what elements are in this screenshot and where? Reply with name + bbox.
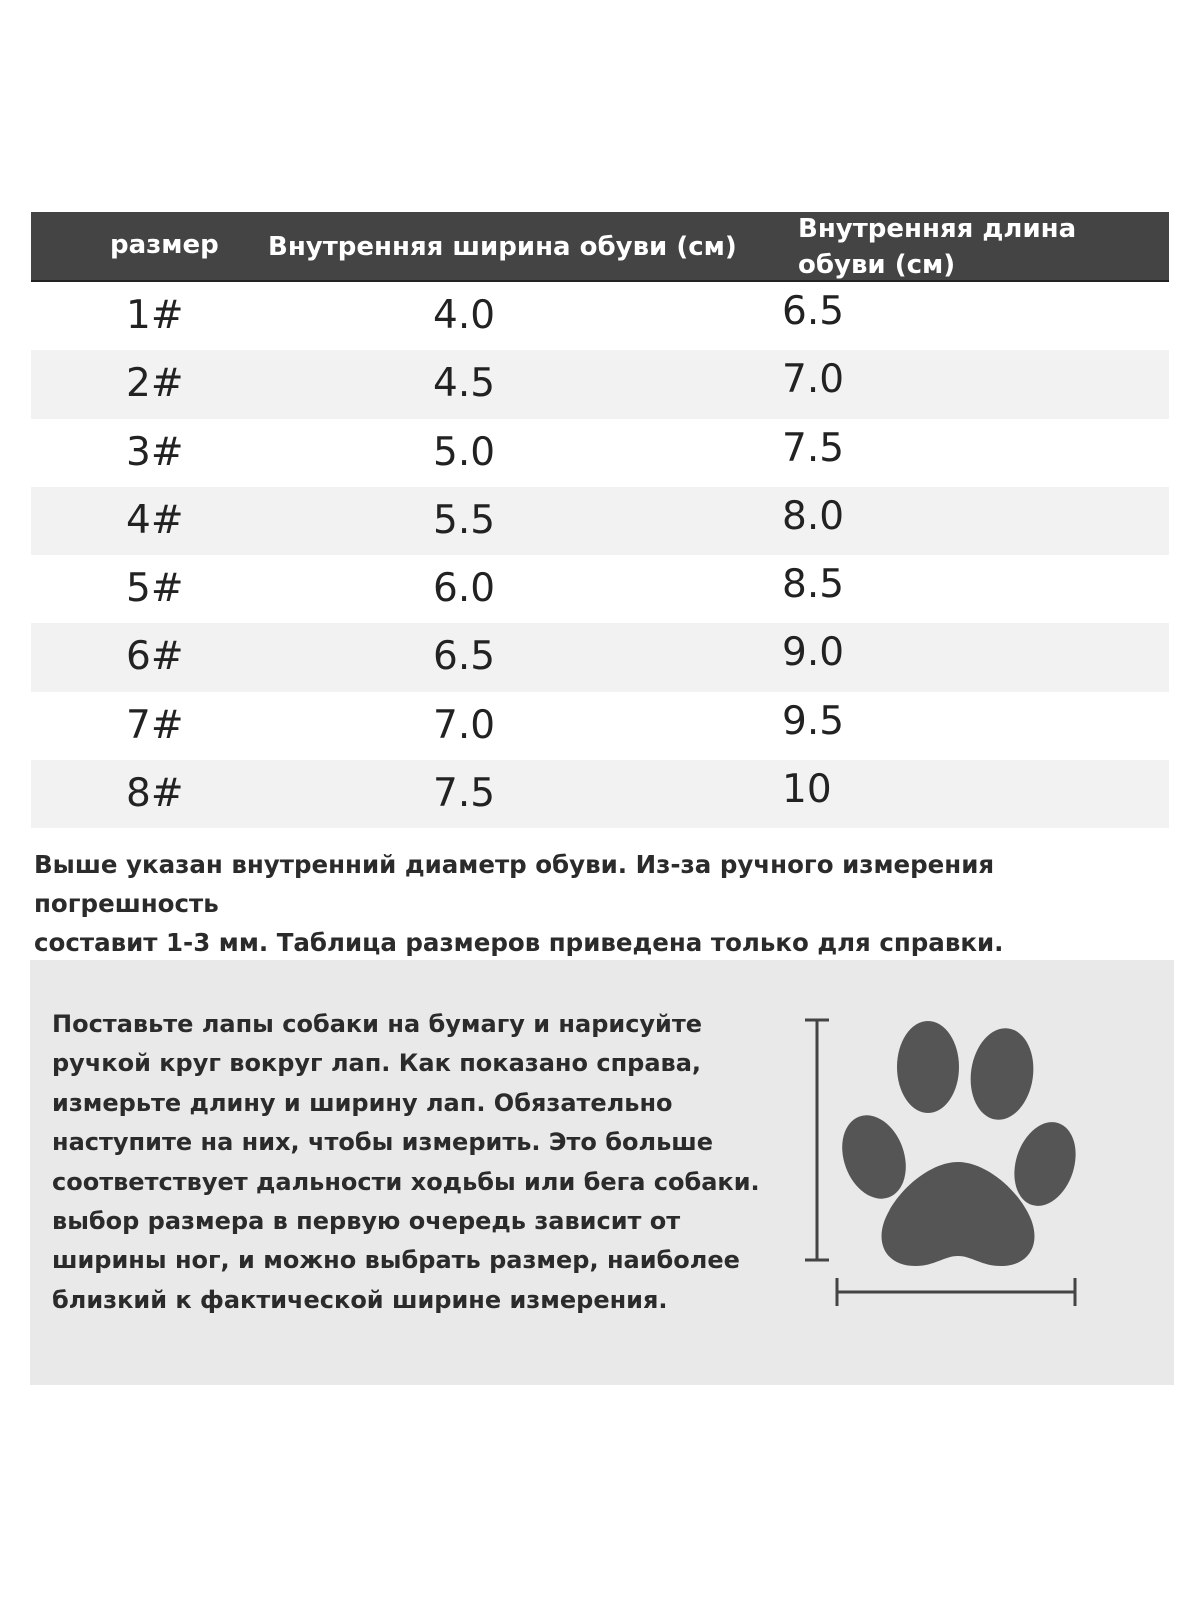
table-row xyxy=(31,623,1169,691)
table-row xyxy=(31,282,1169,350)
measurement-note xyxy=(34,845,1174,962)
table-header xyxy=(31,212,1169,282)
cell-length: 8.0 xyxy=(782,493,845,539)
header-length-line1: Внутренняя длина xyxy=(798,214,1077,244)
table-row xyxy=(31,487,1169,555)
cell-width: 4.5 xyxy=(433,361,496,407)
cell-size: 7# xyxy=(126,702,184,748)
cell-length: 7.5 xyxy=(782,425,845,471)
note-line: Выше указан внутренний диаметр обуви. Из-за ручного измерения погрешность xyxy=(34,850,995,918)
table-row xyxy=(31,350,1169,418)
cell-width: 5.0 xyxy=(433,429,496,475)
paw-measurement-figure xyxy=(790,1012,1130,1332)
paw-icon xyxy=(831,1021,1086,1266)
cell-size: 6# xyxy=(126,634,184,680)
cell-length: 9.0 xyxy=(782,630,845,676)
cell-size: 8# xyxy=(126,770,184,816)
length-ruler xyxy=(805,1020,829,1260)
cell-length: 6.5 xyxy=(782,289,845,334)
cell-size: 4# xyxy=(126,497,184,543)
cell-width: 7.5 xyxy=(433,770,496,816)
table-row xyxy=(31,692,1169,760)
cell-width: 6.0 xyxy=(433,566,496,611)
cell-length: 7.0 xyxy=(782,357,845,403)
width-ruler xyxy=(837,1278,1075,1306)
instruction-line: измерьте длину и ширину лап. Обязательно xyxy=(52,1088,673,1117)
measure-instructions-panel xyxy=(30,960,1174,1385)
instruction-line: наступите на них, чтобы измерить. Это больше xyxy=(52,1128,714,1157)
instruction-line: выбор размера в первую очередь зависит от xyxy=(52,1207,681,1236)
measure-instructions-text xyxy=(52,1005,772,1320)
table-row xyxy=(31,555,1169,623)
cell-size: 5# xyxy=(126,566,184,611)
cell-length: 9.5 xyxy=(782,698,845,744)
instruction-line: ручкой круг вокруг лап. Как показано справа, xyxy=(52,1049,702,1078)
table-row xyxy=(31,760,1169,828)
instruction-line: ширины ног, и можно выбрать размер, наиболее xyxy=(52,1246,740,1275)
cell-width: 4.0 xyxy=(433,293,496,338)
instruction-line: соответствует дальности ходьбы или бега собаки. xyxy=(52,1167,760,1196)
header-length-line2: обуви (см) xyxy=(798,250,956,280)
cell-size: 3# xyxy=(126,429,184,475)
cell-width: 5.5 xyxy=(433,497,496,543)
cell-width: 6.5 xyxy=(433,634,496,680)
instruction-line: близкий к фактической ширине измерения. xyxy=(52,1285,668,1314)
header-size: размер xyxy=(110,230,219,260)
table-row xyxy=(31,419,1169,487)
cell-length: 10 xyxy=(782,766,832,812)
cell-width: 7.0 xyxy=(433,702,496,748)
header-width: Внутренняя ширина обуви (см) xyxy=(268,232,737,262)
instruction-line: Поставьте лапы собаки на бумагу и нарисуйте xyxy=(52,1010,703,1038)
cell-size: 1# xyxy=(126,293,184,338)
cell-length: 8.5 xyxy=(782,562,845,607)
size-table xyxy=(31,212,1169,828)
cell-size: 2# xyxy=(126,361,184,407)
note-line: составит 1-3 мм. Таблица размеров приведена только для справки. xyxy=(34,928,1004,957)
header-length xyxy=(798,212,1138,284)
